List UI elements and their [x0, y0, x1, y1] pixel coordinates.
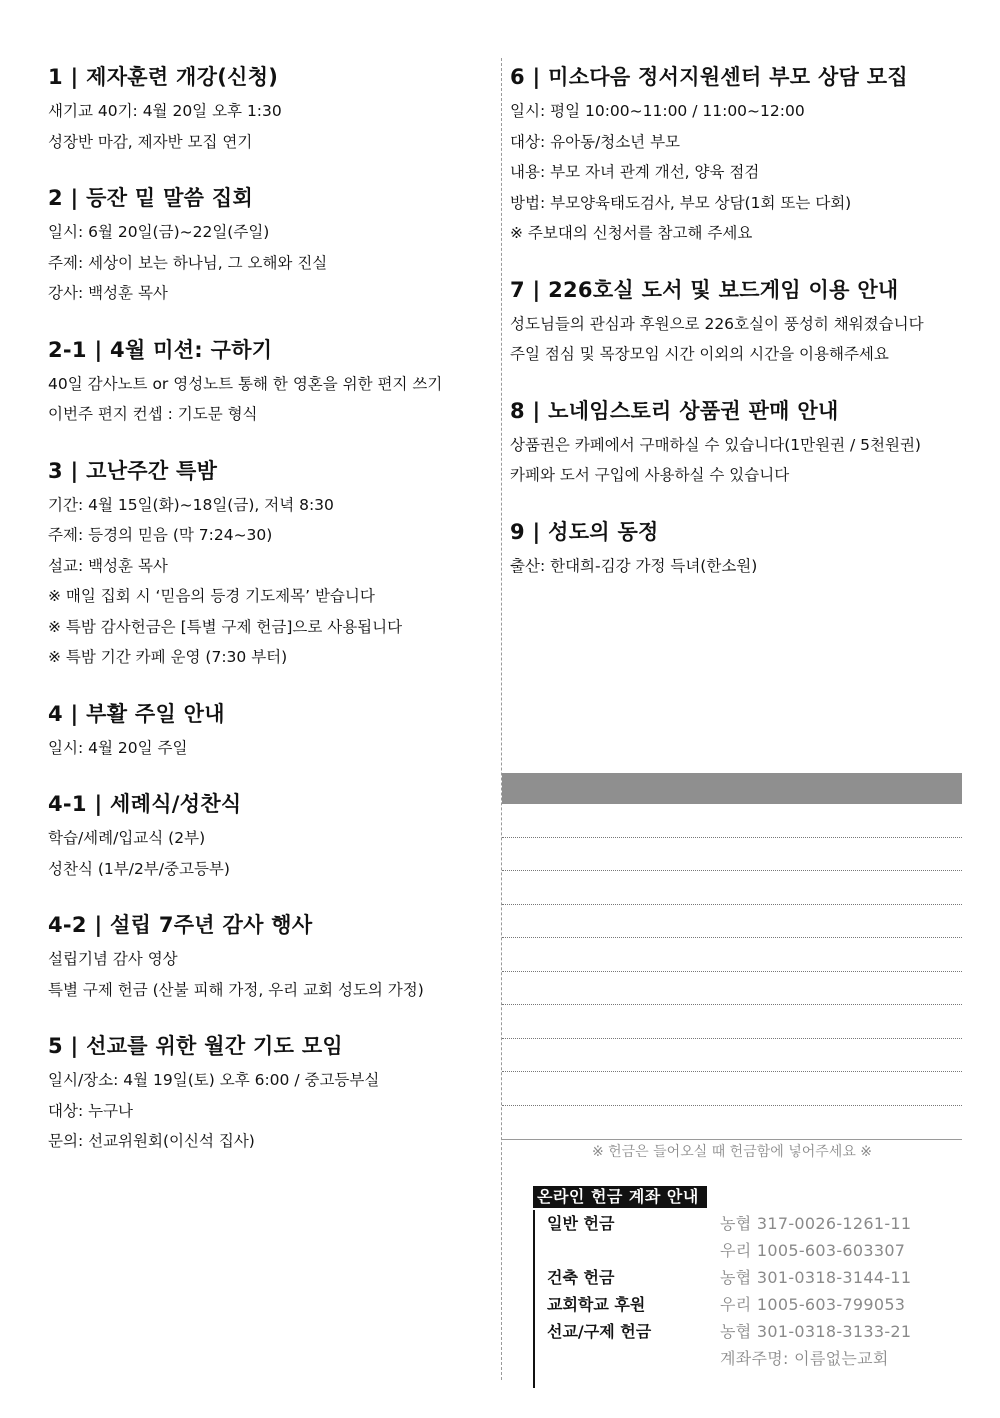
account-row	[547, 1237, 953, 1264]
announcement-3	[48, 452, 493, 673]
online-offering-accounts	[533, 1186, 953, 1388]
announcement-line: 강사: 백성훈 목사	[48, 284, 168, 302]
account-label: 일반 헌금	[547, 1214, 615, 1233]
column-divider	[501, 58, 502, 1380]
memo-line	[502, 1005, 962, 1039]
account-number: 우리 1005-603-799053	[720, 1295, 906, 1314]
announcement-line: 성장반 마감, 제자반 모집 연기	[48, 132, 253, 151]
announcement-2-1	[48, 331, 493, 430]
announcement-line: 카페와 도서 구입에 사용하실 수 있습니다	[510, 466, 790, 484]
announcement-line: ※ 특밤 감사헌금은 [특별 구제 헌금]으로 사용됩니다	[48, 617, 403, 636]
announcement-5	[48, 1027, 493, 1157]
memo-line	[502, 1072, 962, 1106]
account-row	[547, 1345, 953, 1372]
announcement-line: ※ 주보대의 신청서를 참고해 주세요	[510, 224, 753, 242]
announcement-line: 내용: 부모 자녀 관계 개선, 양육 점검	[510, 163, 760, 181]
announcement-line: 주일 점심 및 목장모임 시간 이외의 시간을 이용해주세요	[510, 345, 889, 363]
announcement-line: 출산: 한대희-김강 가정 득녀(한소원)	[510, 556, 758, 575]
account-label	[547, 1237, 720, 1264]
announcement-line: 새기교 40기: 4월 20일 오후 1:30	[48, 102, 282, 120]
memo-area	[502, 804, 962, 1106]
announcement-6	[510, 58, 960, 249]
announcement-line: 문의: 선교위원회(이신석 집사)	[48, 1132, 255, 1150]
account-label: 교회학교 후원	[547, 1295, 646, 1314]
announcement-line: 주제: 등경의 믿음 (막 7:24~30)	[48, 526, 273, 544]
announcement-line: 일시: 평일 10:00~11:00 / 11:00~12:00	[510, 102, 805, 120]
memo-line	[502, 804, 962, 838]
memo-line	[502, 938, 962, 972]
announcement-2	[48, 179, 493, 309]
announcement-line: 상품권은 카페에서 구매하실 수 있습니다(1만원권 / 5천원권)	[510, 435, 921, 454]
announcement-7	[510, 271, 960, 370]
announcement-line: 일시: 6월 20일(금)~22일(주일)	[48, 223, 270, 241]
announcement-line: 일시/장소: 4월 19일(토) 오후 6:00 / 중고등부실	[48, 1071, 380, 1089]
right-column	[510, 58, 960, 603]
announcement-line: 일시: 4월 20일 주일	[48, 738, 188, 757]
announcement-line: 설립기념 감사 영상	[48, 950, 178, 968]
account-label: 선교/구제 헌금	[547, 1322, 652, 1341]
announcement-line: 방법: 부모양육태도검사, 부모 상담(1회 또는 다회)	[510, 193, 852, 212]
memo-bottom-rule	[502, 1139, 962, 1140]
announcement-title: 8 | 노네임스토리 상품권 판매 안내	[510, 398, 839, 423]
announcement-title: 1 | 제자훈련 개강(신청)	[48, 65, 279, 89]
announcement-title: 4 | 부활 주일 안내	[48, 701, 225, 726]
announcement-line: 기간: 4월 15일(화)~18일(금), 저녁 8:30	[48, 495, 334, 514]
account-row	[547, 1318, 953, 1345]
announcement-line: ※ 매일 집회 시 ‘믿음의 등경 기도제목’ 받습니다	[48, 587, 375, 605]
announcement-line: 설교: 백성훈 목사	[48, 556, 168, 575]
announcement-title: 6 | 미소다음 정서지원센터 부모 상담 모집	[510, 65, 908, 89]
accounts-list	[533, 1210, 953, 1388]
announcement-title: 9 | 성도의 동정	[510, 519, 659, 544]
account-number: 농협 317-0026-1261-11	[720, 1214, 912, 1233]
announcement-line: 주제: 세상이 보는 하나님, 그 오해와 진실	[48, 253, 328, 272]
announcement-line: 대상: 유아동/청소년 부모	[510, 132, 681, 151]
memo-line	[502, 1039, 962, 1073]
announcement-4	[48, 695, 493, 764]
announcement-line: 학습/세례/입교식 (2부)	[48, 829, 206, 847]
account-row	[547, 1264, 953, 1291]
announcement-8	[510, 392, 960, 491]
left-column	[48, 58, 493, 1179]
account-label	[547, 1345, 720, 1372]
account-row	[547, 1291, 953, 1318]
announcement-line: ※ 특밤 기간 카페 운영 (7:30 부터)	[48, 648, 288, 666]
account-number: 농협 301-0318-3144-11	[720, 1268, 912, 1287]
offering-note: ※ 헌금은 들어오실 때 헌금함에 넣어주세요 ※	[591, 1144, 873, 1160]
memo-line	[502, 972, 962, 1006]
announcement-4-1	[48, 785, 493, 884]
announcement-4-2	[48, 906, 493, 1005]
memo-line	[502, 905, 962, 939]
announcement-line: 성도님들의 관심과 후원으로 226호실이 풍성히 채워졌습니다	[510, 314, 924, 333]
announcement-line: 성찬식 (1부/2부/중고등부)	[48, 859, 230, 878]
announcement-title: 2-1 | 4월 미션: 구하기	[48, 337, 273, 362]
announcement-1	[48, 58, 493, 157]
announcement-title: 2 | 등잔 밑 말씀 집회	[48, 186, 254, 210]
memo-line	[502, 838, 962, 872]
account-number: 우리 1005-603-603307	[720, 1241, 906, 1260]
announcement-title: 3 | 고난주간 특밤	[48, 458, 218, 483]
announcement-9	[510, 513, 960, 582]
announcement-title: 7 | 226호실 도서 및 보드게임 이용 안내	[510, 277, 899, 302]
announcement-line: 대상: 누구나	[48, 1101, 134, 1120]
announcement-title: 5 | 선교를 위한 월간 기도 모임	[48, 1034, 343, 1058]
memo-header-bar	[502, 773, 962, 804]
announcement-line: 40일 감사노트 or 영성노트 통해 한 영혼을 위한 편지 쓰기	[48, 374, 443, 393]
account-holder: 계좌주명: 이름없는교회	[720, 1349, 889, 1368]
announcement-title: 4-2 | 설립 7주년 감사 행사	[48, 913, 313, 937]
announcement-line: 특별 구제 헌금 (산불 피해 가정, 우리 교회 성도의 가정)	[48, 980, 424, 999]
account-label: 건축 헌금	[547, 1268, 615, 1287]
account-row	[547, 1210, 953, 1237]
memo-line	[502, 871, 962, 905]
account-number: 농협 301-0318-3133-21	[720, 1322, 912, 1341]
accounts-title: 온라인 헌금 계좌 안내	[533, 1186, 707, 1208]
announcement-title: 4-1 | 세례식/성찬식	[48, 792, 242, 816]
announcement-line: 이번주 편지 컨셉 : 기도문 형식	[48, 405, 258, 423]
